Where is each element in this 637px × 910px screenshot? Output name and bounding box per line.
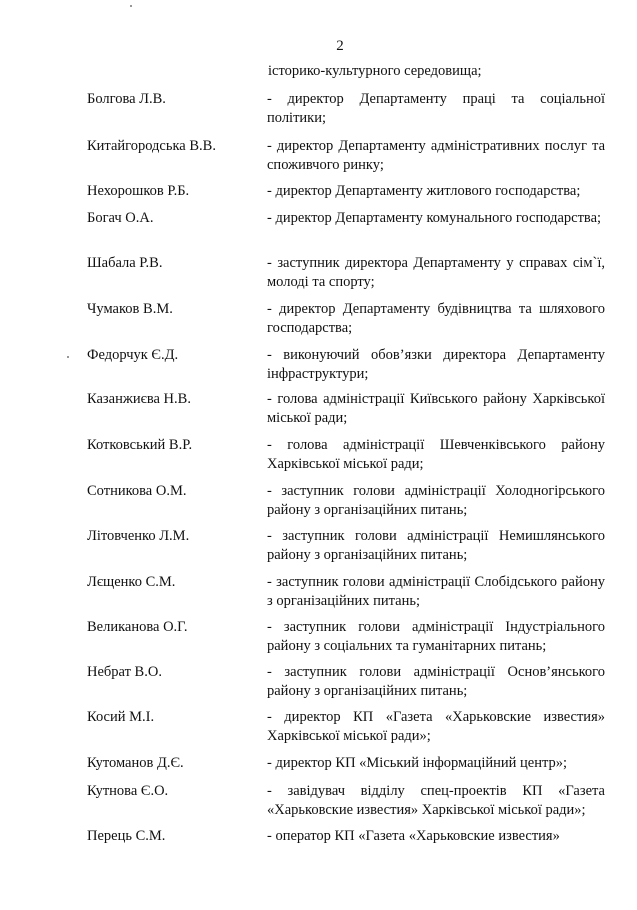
list-item [0, 782, 637, 820]
person-position: - заступник голови адміністрації Немишлянського району з організаційних питань; [267, 528, 605, 563]
person-name: Богач О.А. [87, 210, 154, 226]
person-name: Літовченко Л.М. [87, 528, 190, 544]
person-position: - директор Департаменту адміністративних послуг та споживчого ринку; [267, 138, 605, 173]
person-position: - директор Департаменту житлового господарства; [267, 183, 581, 199]
list-item [0, 90, 637, 128]
person-position: - голова адміністрації Київського району Харківської міської ради; [267, 391, 605, 426]
person-name: Сотникова О.М. [87, 483, 187, 499]
person-position: - заступник директора Департаменту у справах сім`ї, молоді та спорту; [267, 255, 605, 290]
person-position: - директор Департаменту будівництва та шляхового господарства; [267, 301, 605, 336]
person-name: Болгова Л.В. [87, 91, 166, 107]
list-item [0, 182, 637, 201]
person-position: - директор КП «Газета «Харьковские известия» Харківської міської ради»; [267, 709, 605, 744]
person-name: Шабала Р.В. [87, 255, 163, 271]
page-number: 2 [336, 38, 344, 54]
person-name: Косий М.І. [87, 709, 155, 725]
person-name: Нехорошков Р.Б. [87, 183, 190, 199]
person-position: - оператор КП «Газета «Харьковские известия» [267, 828, 560, 844]
list-item [0, 573, 637, 611]
person-name: Казанжиєва Н.В. [87, 391, 191, 407]
person-name: Федорчук Є.Д. [87, 347, 179, 363]
list-item [0, 482, 637, 520]
list-item [0, 209, 637, 228]
list-item [0, 300, 637, 338]
person-position: - директор КП «Міський інформаційний центр»; [267, 755, 568, 771]
person-name: Кутоманов Д.Є. [87, 755, 184, 771]
person-position: - директор Департаменту праці та соціальної політики; [267, 91, 605, 126]
list-item [0, 827, 637, 846]
list-item [0, 254, 637, 292]
scan-dot [130, 5, 132, 7]
person-position: - заступник голови адміністрації Основ’янського району з організаційних питань; [267, 664, 605, 699]
list-item [0, 663, 637, 701]
list-item [0, 346, 637, 384]
person-name: Перець С.М. [87, 828, 166, 844]
person-name: Китайгородська В.В. [87, 138, 216, 154]
person-position: - завідувач відділу спец-проектів КП «Газета «Харьковские известия» Харківської міської ради»; [267, 783, 605, 818]
list-item [0, 527, 637, 565]
list-item [0, 754, 637, 773]
person-position: - заступник голови адміністрації Холодногірського району з організаційних питань; [267, 483, 605, 518]
list-item [0, 390, 637, 428]
list-item [0, 708, 637, 746]
person-name: Котковський В.Р. [87, 437, 193, 453]
list-item [0, 618, 637, 656]
person-name: Небрат В.О. [87, 664, 162, 680]
person-position: - заступник голови адміністрації Індустріального району з соціальних та гуманітарних питань; [267, 619, 605, 654]
person-position: - виконуючий обов’язки директора Департаменту інфраструктури; [267, 347, 605, 382]
person-name: Кутнова Є.О. [87, 783, 169, 799]
person-name: Великанова О.Г. [87, 619, 188, 635]
continued-line: історико-культурного середовища; [268, 63, 482, 79]
person-position: - голова адміністрації Шевченківського району Харківської міської ради; [267, 437, 605, 472]
list-item [0, 137, 637, 175]
person-name: Чумаков В.М. [87, 301, 173, 317]
list-item [0, 436, 637, 474]
person-name: Лєщенко С.М. [87, 574, 176, 590]
person-position: - директор Департаменту комунального господарства; [267, 210, 602, 226]
person-position: - заступник голови адміністрації Слобідського району з організаційних питань; [267, 574, 605, 609]
